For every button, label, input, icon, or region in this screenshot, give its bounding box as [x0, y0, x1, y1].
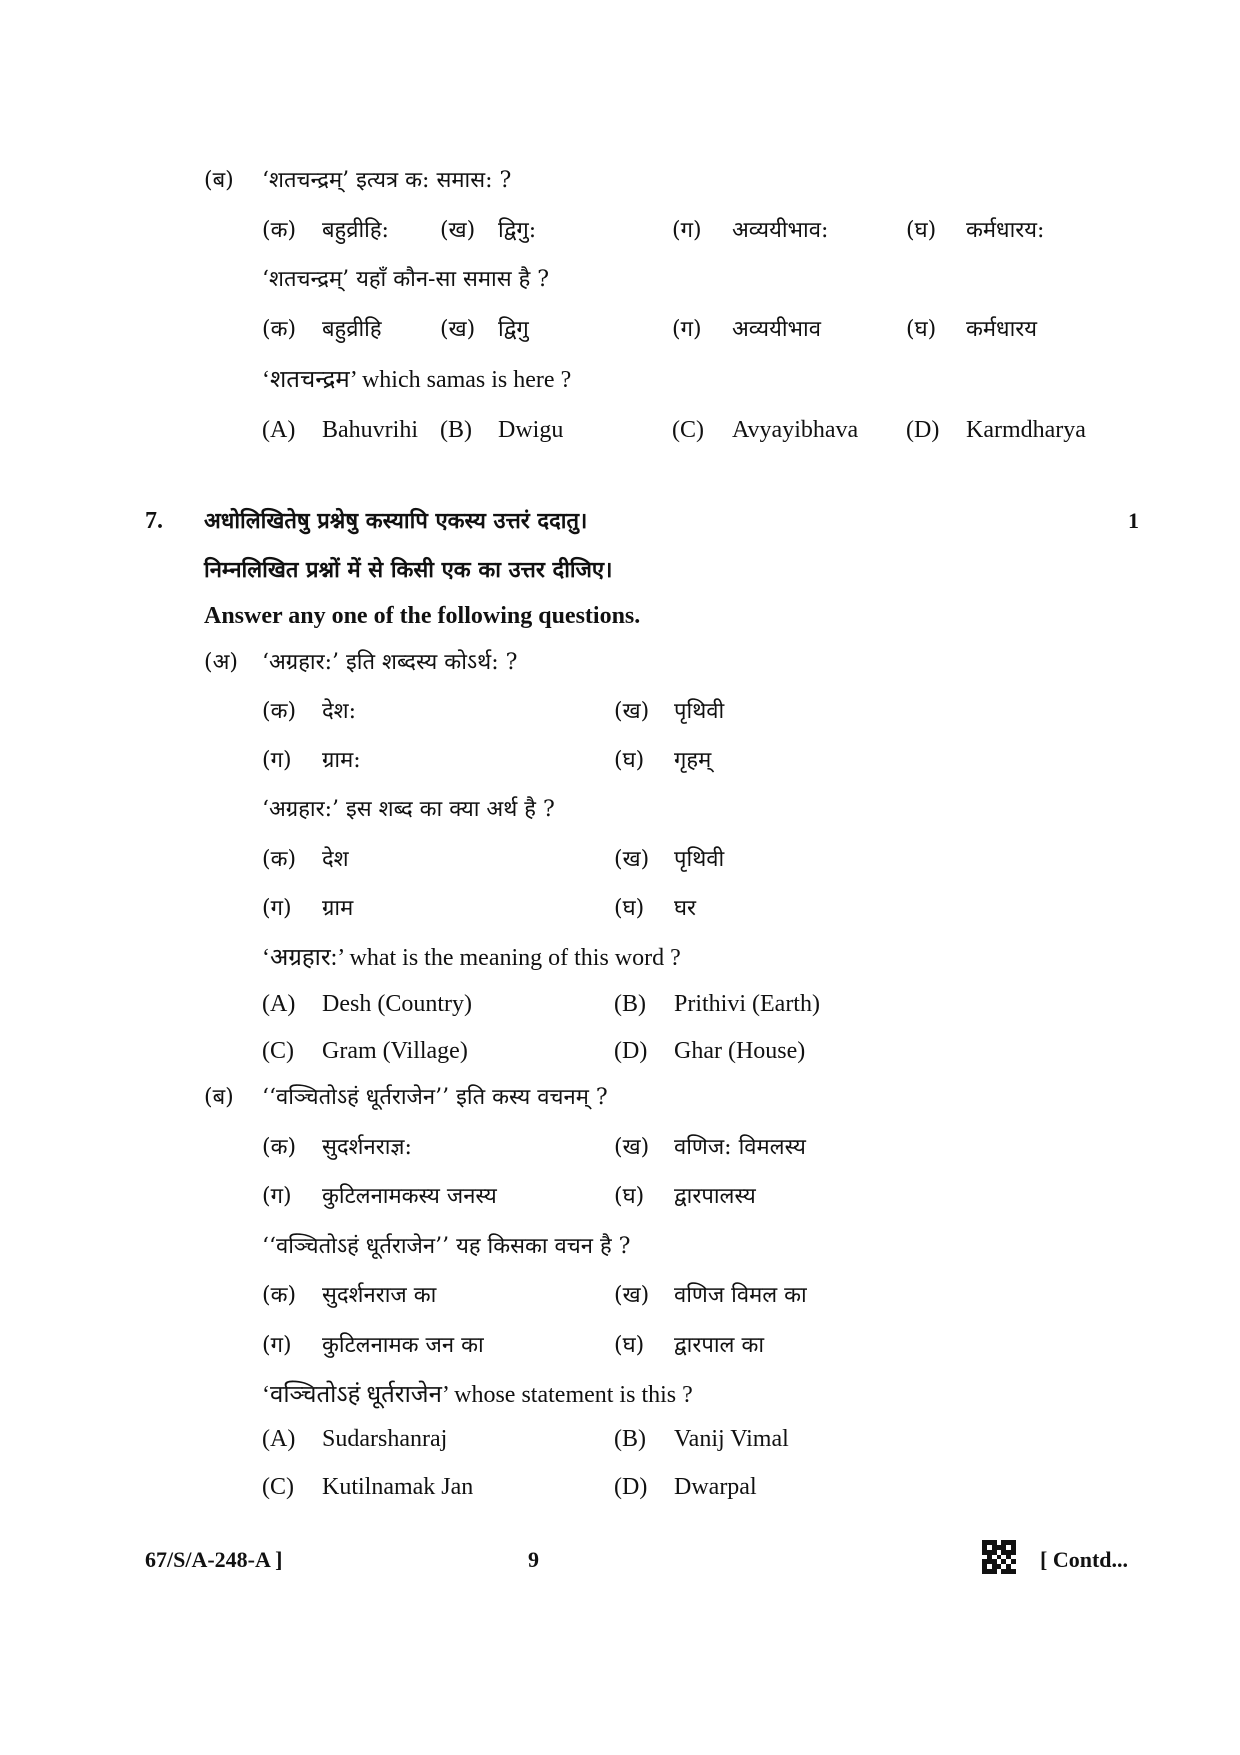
page-number: 9 [528, 1547, 539, 1572]
option-text: वणिज: विमलस्य [674, 1135, 806, 1160]
option-label: (घ) [614, 748, 645, 773]
option-label: (क) [262, 1135, 297, 1160]
option-label: (ख) [614, 1135, 650, 1160]
option-text: Ghar (House) [674, 1038, 806, 1064]
option-label: (घ) [614, 1333, 645, 1358]
option-text: Desh (Country) [322, 991, 472, 1017]
option-text: पृथिवी [674, 847, 725, 872]
option-label: (ख) [440, 317, 476, 342]
option-label: (C) [672, 417, 704, 443]
option-label: (B) [614, 1426, 646, 1452]
option-text: Karmdharya [966, 417, 1086, 443]
option-text: Dwarpal [674, 1474, 757, 1500]
q7b-question-hindi: ‘‘वञ्चितोऽहं धूर्तराजेन’’ यह किसका वचन है ? [262, 1234, 631, 1259]
option-label: (ख) [614, 1283, 650, 1308]
option-label: (B) [440, 417, 472, 443]
q6b-question-hindi: ‘शतचन्द्रम्’ यहाँ कौन-सा समास है ? [262, 267, 550, 292]
option-label: (घ) [614, 1184, 645, 1209]
option-text: द्विगु [498, 317, 529, 342]
option-text: Sudarshanraj [322, 1426, 448, 1452]
option-label: (ग) [672, 317, 702, 342]
option-label: (क) [262, 847, 297, 872]
option-label: (C) [262, 1474, 294, 1500]
option-text: कुटिलनामकस्य जनस्य [322, 1184, 497, 1209]
option-label: (B) [614, 991, 646, 1017]
q7a-label: (अ) [204, 650, 238, 675]
option-text: द्वारपाल का [674, 1333, 765, 1358]
option-text: सुदर्शनराज का [322, 1283, 437, 1308]
option-text: अव्ययीभाव [732, 317, 821, 342]
option-text: द्विगु: [498, 218, 537, 243]
option-text: कर्मधारय [966, 317, 1038, 342]
option-label: (ग) [262, 1333, 292, 1358]
q7b-question-english: ‘वञ्चितोऽहं धूर्तराजेन’ whose statement is this ? [262, 1382, 693, 1408]
qr-code-icon [982, 1540, 1016, 1574]
option-text: ग्राम [322, 896, 354, 921]
option-label: (ख) [614, 847, 650, 872]
question-number: 7. [145, 508, 163, 534]
option-label: (घ) [906, 317, 937, 342]
question-marks: 1 [1128, 508, 1139, 533]
option-text: देश [322, 847, 349, 872]
option-text: ग्राम: [322, 748, 361, 773]
option-text: अव्ययीभाव: [732, 218, 829, 243]
q7-instruction-english: Answer any one of the following questions. [204, 603, 641, 629]
option-text: देश: [322, 699, 357, 724]
option-label: (ग) [672, 218, 702, 243]
option-text: सुदर्शनराज्ञ: [322, 1135, 412, 1160]
option-text: द्वारपालस्य [674, 1184, 756, 1209]
option-label: (ख) [614, 699, 650, 724]
option-text: बहुव्रीहि: [322, 218, 389, 243]
option-text: बहुव्रीहि [322, 317, 382, 342]
option-text: Kutilnamak Jan [322, 1474, 474, 1500]
q7a-question-sanskrit: ‘अग्रहार:’ इति शब्दस्य कोऽर्थ: ? [262, 650, 518, 675]
option-text: Dwigu [498, 417, 564, 443]
option-text: Vanij Vimal [674, 1426, 789, 1452]
option-label: (क) [262, 1283, 297, 1308]
option-label: (घ) [614, 896, 645, 921]
option-label: (ग) [262, 896, 292, 921]
option-label: (घ) [906, 218, 937, 243]
option-text: कर्मधारय: [966, 218, 1045, 243]
q7-instruction-hindi: निम्नलिखित प्रश्नों में से किसी एक का उत्तर दीजिए। [204, 557, 613, 583]
option-text: Gram (Village) [322, 1038, 468, 1064]
option-text: वणिज विमल का [674, 1283, 807, 1308]
q7a-question-hindi: ‘अग्रहार:’ इस शब्द का क्या अर्थ है ? [262, 797, 555, 822]
continued-label: [ Contd... [1040, 1547, 1129, 1572]
option-text: Avyayibhava [732, 417, 859, 443]
option-label: (ख) [440, 218, 476, 243]
q6b-question-sanskrit: ‘शतचन्द्रम्’ इत्यत्र क: समास: ? [262, 168, 512, 193]
option-label: (क) [262, 317, 297, 342]
paper-code: 67/S/A-248-A ] [145, 1547, 283, 1572]
option-label: (ग) [262, 748, 292, 773]
option-label: (A) [262, 991, 296, 1017]
option-label: (C) [262, 1038, 294, 1064]
q7-instruction-sanskrit: अधोलिखितेषु प्रश्नेषु कस्यापि एकस्य उत्तरं ददातु। [204, 508, 588, 534]
option-label: (A) [262, 1426, 296, 1452]
option-label: (क) [262, 699, 297, 724]
option-text: पृथिवी [674, 699, 725, 724]
q6b-question-english: ‘शतचन्द्रम’ which samas is here ? [262, 367, 572, 393]
option-text: Bahuvrihi [322, 417, 418, 443]
option-label: (ग) [262, 1184, 292, 1209]
option-label: (क) [262, 218, 297, 243]
option-text: Prithivi (Earth) [674, 991, 820, 1017]
option-label: (A) [262, 417, 296, 443]
q7b-label: (ब) [204, 1085, 234, 1110]
option-text: गृहम् [674, 748, 712, 773]
option-label: (D) [614, 1038, 648, 1064]
q6b-label: (ब) [204, 168, 234, 193]
q7a-question-english: ‘अग्रहार:’ what is the meaning of this word ? [262, 945, 681, 971]
q7b-question-sanskrit: ‘‘वञ्चितोऽहं धूर्तराजेन’’ इति कस्य वचनम् ? [262, 1085, 608, 1110]
option-label: (D) [614, 1474, 648, 1500]
option-label: (D) [906, 417, 940, 443]
option-text: घर [674, 896, 697, 921]
option-text: कुटिलनामक जन का [322, 1333, 484, 1358]
